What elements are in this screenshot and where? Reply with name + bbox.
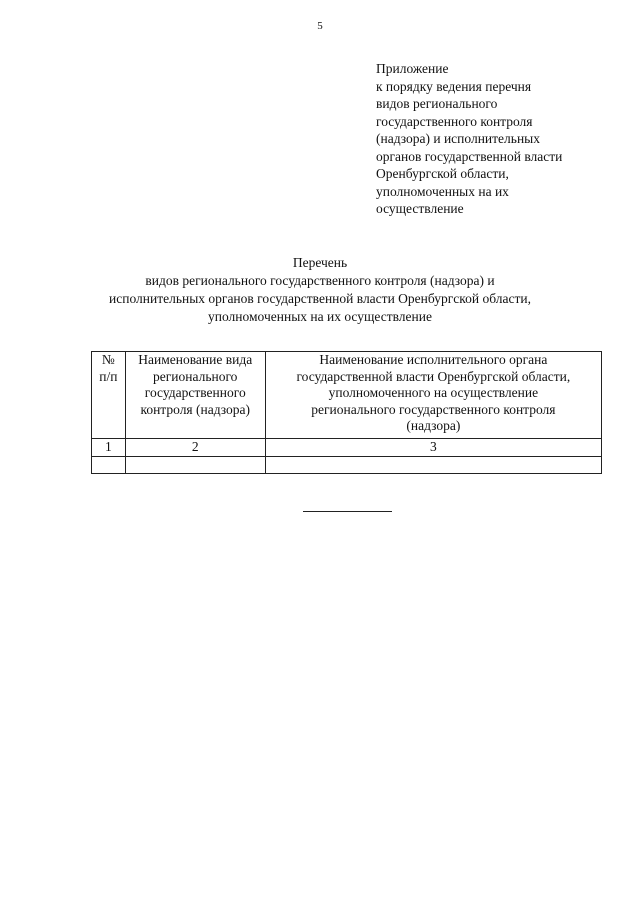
registry-table: [91, 351, 602, 474]
header-text: государственного: [144, 385, 246, 400]
appendix-line: видов регионального: [376, 96, 498, 111]
header-text: (надзора): [406, 418, 461, 433]
header-text: Наименование вида: [138, 352, 253, 367]
page-number: 5: [317, 20, 323, 32]
appendix-line: к порядку ведения перечня: [376, 78, 532, 94]
table-row: [92, 457, 602, 474]
header-text: регионального: [153, 368, 238, 384]
header-text: регионального государственного контроля: [311, 401, 556, 417]
header-text: №: [101, 352, 115, 367]
column-number-cell: 1: [92, 439, 126, 457]
title-line: видов регионального государственного контроля (надзора) и: [145, 273, 495, 288]
header-text: государственной власти Оренбургской области,: [296, 368, 571, 384]
document-title: [0, 254, 640, 326]
table-cell: [92, 457, 126, 474]
appendix-line: Приложение: [376, 61, 449, 76]
appendix-line: осуществление: [376, 201, 464, 216]
end-divider: [303, 511, 392, 512]
appendix-note: [376, 60, 616, 218]
header-executive-body: [265, 352, 601, 439]
header-number: [92, 352, 126, 439]
header-control-kind: [125, 352, 265, 439]
appendix-line: органов государственной власти: [376, 148, 563, 164]
title-heading: Перечень: [292, 255, 348, 270]
table-cell: [265, 457, 601, 474]
title-line: исполнительных органов государственной власти Оренбургской области,: [109, 291, 531, 306]
column-number-cell: 3: [265, 439, 601, 457]
title-line: уполномоченных на их осуществление: [208, 309, 432, 324]
column-number-row: [92, 439, 602, 457]
table-header-row: [92, 352, 602, 439]
column-number-cell: 2: [125, 439, 265, 457]
header-text: контроля (надзора): [140, 401, 250, 417]
appendix-line: государственного контроля: [376, 113, 533, 129]
appendix-line: уполномоченных на их: [376, 183, 509, 199]
table-cell: [125, 457, 265, 474]
header-text: уполномоченного на осуществление: [328, 385, 539, 400]
header-text: п/п: [99, 368, 118, 384]
appendix-line: (надзора) и исполнительных: [376, 131, 540, 146]
header-text: Наименование исполнительного органа: [319, 352, 548, 367]
appendix-line: Оренбургской области,: [376, 166, 509, 181]
